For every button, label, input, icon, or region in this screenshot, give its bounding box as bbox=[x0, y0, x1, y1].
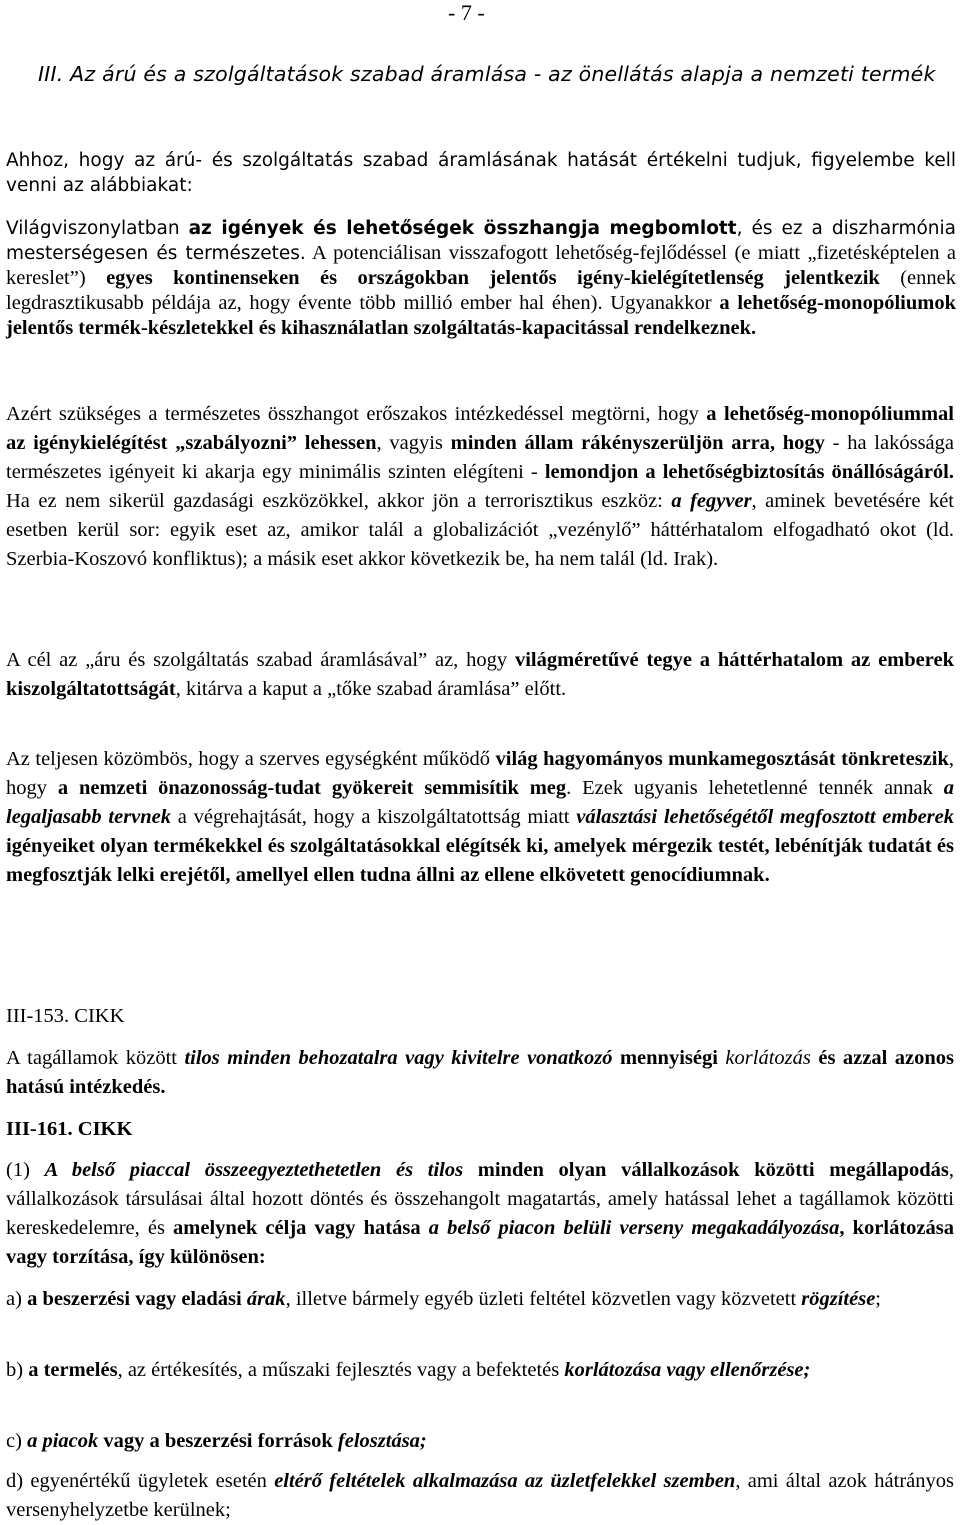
text-run: b) bbox=[6, 1359, 29, 1381]
text-run: c) bbox=[6, 1430, 28, 1452]
emphasis-run: vagy a beszerzési források bbox=[98, 1430, 338, 1452]
emphasis-run: világméretűvé tegye a háttérhatalom az emberek kiszolgáltatottságát bbox=[6, 649, 954, 700]
emphasis-run: eltérő feltételek alkalmazása az üzletfelekkel szemben bbox=[274, 1470, 736, 1492]
emphasis-run: a beszerzési vagy eladási bbox=[27, 1288, 247, 1310]
text-run: , és ez a diszharmónia mesterségesen és természetes. bbox=[6, 218, 956, 264]
list-item-a bbox=[6, 1285, 954, 1314]
list-item-d bbox=[6, 1467, 954, 1525]
text-run: (ennek legdrasztikusabb példája az, hogy évente több millió ember hal éhen). Ugyanakkor bbox=[6, 267, 956, 314]
text-run: , vállalkozások társulásai által hozott döntés és összehangolt magatartás, amely hatással lehet a tagállamok közötti kereskedelemre, és bbox=[6, 1159, 954, 1239]
teljesen-paragraph bbox=[6, 745, 954, 890]
text-run: , vagyis bbox=[376, 432, 451, 454]
article-153-title: III-153. CIKK bbox=[6, 1005, 125, 1027]
emphasis-run: a termelés bbox=[28, 1359, 118, 1381]
emphasis-run: a fegyver bbox=[671, 490, 752, 512]
emphasis-run: választási lehetőségétől megfosztott emberek bbox=[576, 806, 954, 828]
article-153-text bbox=[6, 1044, 954, 1102]
cel-paragraph bbox=[6, 646, 954, 704]
text-run: Világviszonylatban bbox=[6, 218, 189, 239]
world-paragraph bbox=[6, 216, 956, 341]
text-run: a) bbox=[6, 1288, 28, 1310]
emphasis-run: , korlátozása vagy torzítása, így különösen: bbox=[6, 1217, 954, 1268]
emphasis-run: minden olyan vállalkozások közötti megállapodás bbox=[463, 1159, 949, 1181]
emphasis-run: lemondjon a lehetőségbiztosítás önállóságáról. bbox=[544, 461, 954, 483]
text-run: , aminek bevetésére két esetben kerül sor: egyik eset az, amikor talál a globalizációt „vezénylő” háttérhatalom elfogadható okot (ld. Szerbia-Koszovó konfliktus); a másik eset akkor következik be, ha nem talál (ld. Irak). bbox=[6, 490, 954, 570]
emphasis-run: a legaljasabb tervnek bbox=[6, 777, 954, 828]
text-run: ; bbox=[875, 1288, 881, 1310]
emphasis-run: korlátozás bbox=[725, 1047, 811, 1069]
emphasis-run: igényeiket olyan termékekkel és szolgáltatásokkal elégítsék ki, amelyek mérgezik testét, lebénítják tudatát és megfosztják lelki erejétől, amellyel ellen tudna állni az ellene elkövetett genocídiumnak. bbox=[6, 835, 954, 886]
text-run: A tagállamok között bbox=[6, 1047, 185, 1069]
emphasis-run: és azzal azonos hatású intézkedés. bbox=[6, 1047, 955, 1098]
list-item-b bbox=[6, 1356, 954, 1385]
text-run: Azért szükséges a természetes összhangot erőszakos intézkedéssel megtörni, hogy bbox=[6, 403, 707, 425]
text-run: a végrehajtását, hogy a kiszolgáltatottság miatt bbox=[171, 806, 577, 828]
text-run: Ha ez nem sikerül gazdasági eszközökkel, akkor jön a terrorisztikus eszköz: bbox=[6, 490, 672, 512]
text-run: , kitárva a kaput a „tőke szabad áramlása” előtt. bbox=[175, 678, 567, 700]
emphasis-run: mennyiségi bbox=[612, 1047, 726, 1069]
emphasis-run: egyes kontinenseken és országokban jelentős igény-kielégítetlenség jelentkezik bbox=[106, 267, 880, 289]
emphasis-run: rögzítése bbox=[801, 1288, 876, 1310]
emphasis-run: a lehetőség-monopóliummal az igénykielégítést „szabályozni” lehessen bbox=[6, 403, 954, 454]
page-number: - 7 - bbox=[448, 0, 485, 25]
emphasis-run: árak bbox=[246, 1288, 286, 1310]
text-run: Az teljesen közömbös, hogy a szerves egységként működő bbox=[6, 748, 496, 770]
azert-paragraph bbox=[6, 400, 954, 574]
text-run: A potenciálisan visszafogott lehetőség-fejlődéssel (e miatt „fizetésképtelen a kereslet”) bbox=[6, 242, 956, 289]
emphasis-run: felosztása; bbox=[337, 1430, 427, 1452]
emphasis-run: korlátozása vagy ellenőrzése; bbox=[564, 1359, 811, 1381]
text-run: , az értékesítés, a műszaki fejlesztés vagy a befektetés bbox=[117, 1359, 565, 1381]
emphasis-run: a piacok bbox=[27, 1430, 99, 1452]
intro-paragraph: Ahhoz, hogy az árú- és szolgáltatás szabad áramlásának hatását értékelni tudjuk, figyelembe kell venni az alábbiakat: bbox=[6, 150, 956, 196]
text-run: d) egyenértékű ügyletek esetén bbox=[6, 1470, 275, 1492]
emphasis-run: világ hagyományos munkamegosztását tönkreteszik bbox=[495, 748, 949, 770]
text-run: , hogy bbox=[6, 748, 954, 799]
emphasis-run: a belső piacon belüli verseny megakadályozása bbox=[428, 1217, 840, 1239]
text-run: , illetve bármely egyéb üzleti feltétel közvetlen vagy közvetett bbox=[285, 1288, 802, 1310]
emphasis-run: minden állam rákényszerüljön arra, hogy bbox=[450, 432, 825, 454]
emphasis-run: a lehetőség-monopóliumok jelentős termék-készletekkel és kihasználatlan szolgáltatás-kapacitással rendelkeznek. bbox=[6, 292, 956, 339]
emphasis-run: a nemzeti önazonosság-tudat gyökereit semmisítik meg bbox=[57, 777, 567, 799]
emphasis-run: az igények és lehetőségek összhangja megbomlott bbox=[188, 218, 737, 239]
text-run: (1) bbox=[6, 1159, 45, 1181]
emphasis-run: A belső piaccal összeegyeztethetetlen és tilos bbox=[44, 1159, 464, 1181]
article-161-title-text: III-161. CIKK bbox=[6, 1118, 133, 1140]
text-run: , ami által azok hátrányos versenyhelyzetbe kerülnek; bbox=[6, 1470, 954, 1521]
article-161-paragraph-1 bbox=[6, 1156, 954, 1272]
article-161-title bbox=[6, 1115, 954, 1144]
text-run: - ha lakóssága természetes igényeit ki akarja egy minimális szinten elégíteni - bbox=[6, 432, 954, 483]
text-run: . Ezek ugyanis lehetetlenné tennék annak bbox=[566, 777, 944, 799]
emphasis-run: amelynek célja vagy hatása bbox=[173, 1217, 429, 1239]
emphasis-run: tilos minden behozatalra vagy kivitelre vonatkozó bbox=[184, 1047, 613, 1069]
section-heading: III. Az árú és a szolgáltatások szabad áramlása - az önellátás alapja a nemzeti termék bbox=[38, 62, 936, 86]
list-item-c bbox=[6, 1427, 954, 1456]
text-run: A cél az „áru és szolgáltatás szabad áramlásával” az, hogy bbox=[6, 649, 515, 671]
